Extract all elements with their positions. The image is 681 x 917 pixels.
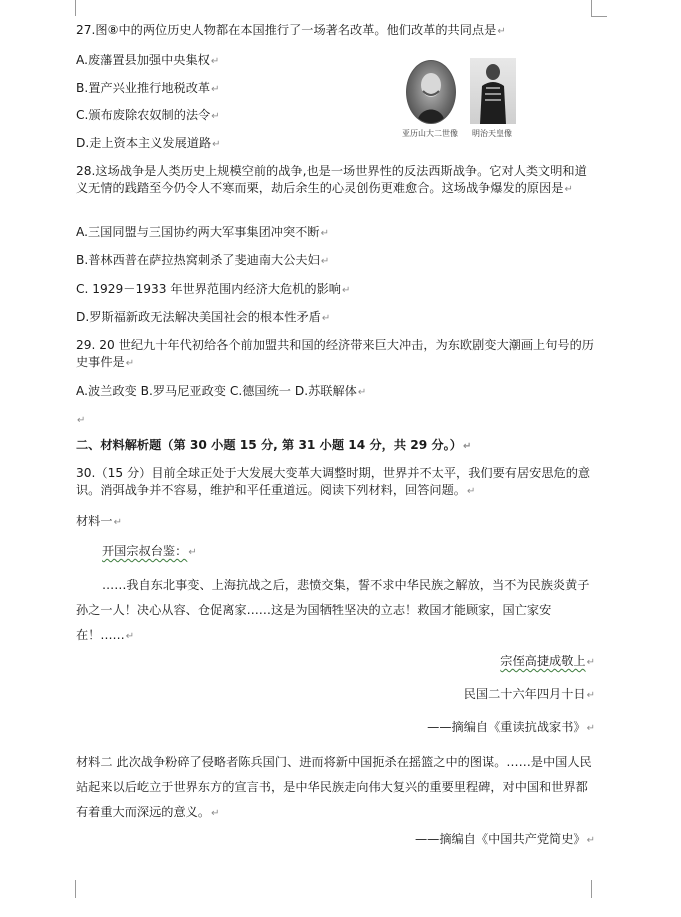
empty-paragraph: ↵: [77, 415, 86, 426]
q28-option-b: B.普林西普在萨拉热窝刺杀了斐迪南大公夫妇↵: [76, 253, 330, 267]
portrait-alexander-ii-icon: [407, 61, 455, 123]
source-1: ——摘编自《重读抗战家书》↵: [427, 720, 595, 734]
q28-option-d: D.罗斯福新政无法解决美国社会的根本性矛盾↵: [76, 310, 331, 324]
letter-body: ……我自东北事变、上海抗战之后，悲愤交集，誓不求中华民族之解放，当不为民族炎黄子孙之一人！决心从容、仓促离家……这是为国牺牲坚决的立志！救国才能顾家，国亡家安在！……↵: [76, 578, 590, 642]
letter-salutation: 开国宗叔台鉴：↵: [102, 544, 197, 558]
source-2: ——摘编自《中国共产党简史》↵: [414, 832, 595, 846]
q27-option-a: A.废藩置县加强中央集权↵: [76, 53, 220, 67]
q27-option-b: B.置产兴业推行地税改革↵: [76, 81, 220, 95]
material1-label: 材料一↵: [76, 514, 122, 528]
caption-alexander-ii: 亚历山大二世像: [402, 129, 458, 138]
letter-signature: 宗侄高捷成敬上↵: [500, 654, 595, 668]
portrait-meiji-image: [470, 58, 516, 124]
q28-option-a: A.三国同盟与三国协约两大军事集团冲突不断↵: [76, 225, 329, 239]
q29-options: A.波兰政变 B.罗马尼亚政变 C.德国统一 D.苏联解体↵: [76, 384, 367, 398]
q28-stem: 28.这场战争是人类历史上规模空前的战争,也是一场世界性的反法西斯战争。它对人类文明和道义无情的践踏至今仍令人不寒而栗，劫后余生的心灵创伤更难愈合。这场战争爆发的原因是↵: [76, 164, 587, 195]
q29-stem: 29. 20 世纪九十年代初给各个前加盟共和国的经济带来巨大冲击，为东欧剧变大潮画上句号的历史事件是↵: [76, 338, 594, 369]
q27-stem: 27.图⑧中的两位历史人物都在本国推行了一场著名改革。他们改革的共同点是↵: [76, 23, 506, 37]
q27-option-c: C.颁布废除农奴制的法令↵: [76, 108, 220, 122]
portrait-meiji-icon: [470, 58, 516, 124]
crop-mark-bottom-left: [75, 880, 76, 898]
q27-figure: [402, 56, 522, 140]
crop-mark-top-left: [75, 0, 76, 16]
crop-mark-top-right: [591, 0, 592, 16]
q27-option-d: D.走上资本主义发展道路↵: [76, 136, 221, 150]
q30-stem: 30.（15 分）目前全球正处于大发展大变革大调整时期，世界并不太平，我们要有居安思危的意识。消弭战争并不容易，维护和平任重道远。阅读下列材料，回答问题。↵: [76, 466, 591, 497]
material2-text: 材料二 此次战争粉碎了侵略者陈兵国门、进而将新中国扼杀在摇篮之中的图谋。……是中国人民站起来以后屹立于世界东方的宣言书，是中华民族走向伟大复兴的重要里程碑，对中国和世界都有着重大而深远的意义。↵: [76, 755, 592, 819]
q28-option-c: C. 1929－1933 年世界范围内经济大危机的影响↵: [76, 282, 351, 296]
letter-date: 民国二十六年四月十日↵: [463, 687, 595, 701]
section2-heading: 二、材料解析题（第 30 小题 15 分, 第 31 小题 14 分，共 29 分。）↵: [76, 438, 472, 452]
crop-mark-bottom-right: [591, 880, 592, 898]
crop-mark-top-right-h: [591, 16, 607, 17]
caption-meiji: 明治天皇像: [472, 129, 512, 138]
portrait-alexander-ii-image: [406, 60, 456, 124]
